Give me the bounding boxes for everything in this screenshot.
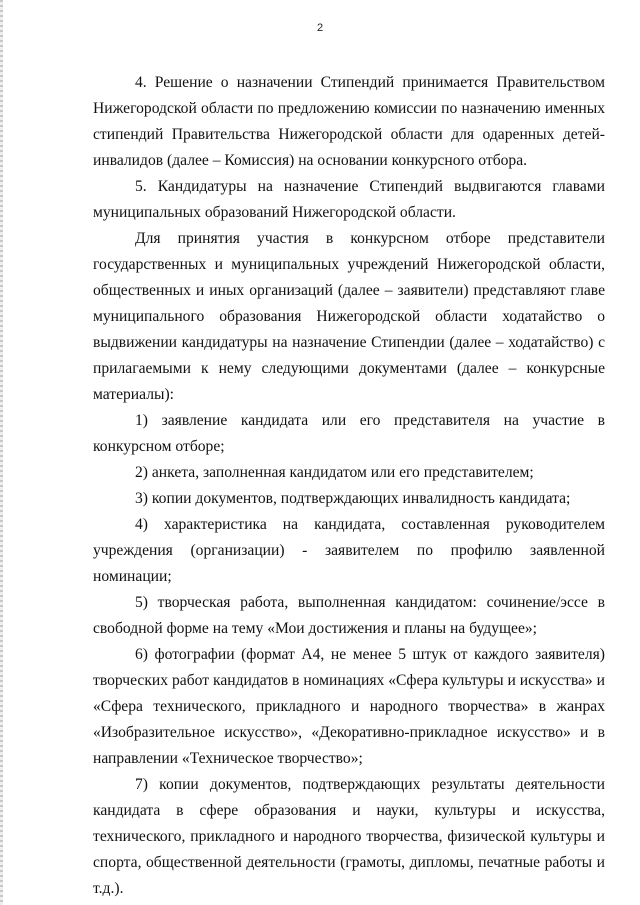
list-item-disability-docs: 3) копии документов, подтверждающих инвалидность кандидата; (135, 490, 571, 507)
page-number: 2 (316, 22, 324, 34)
list-item-questionnaire: 2) анкета, заполненная кандидатом или его представителем; (135, 464, 534, 481)
list-item-characteristic: 4) характеристика на кандидата, составленная руководителем учреждения (организации) - заявителем по профилю заявленной номинации; (93, 516, 605, 585)
document-body (93, 70, 605, 902)
paragraph-participation: Для принятия участия в конкурсном отборе представители государственных и муниципальных учреждений Нижегородской области, общественных и иных организаций (далее – заявители) представляют главе муниципального образования Нижегородской области ходатайство о выдвижении кандидатуры на назначение Стипендии (далее – ходатайство) с прилагаемыми к нему следующими документами (далее – конкурсные материалы): (93, 230, 605, 403)
paragraph-item-4-decision: 4. Решение о назначении Стипендий принимается Правительством Нижегородской области по предложению комиссии по назначению именных стипендий Правительства Нижегородской области для одаренных детей-инвалидов (далее – Комиссия) на основании конкурсного отбора. (93, 74, 605, 169)
paragraph-item-5-candidates: 5. Кандидатуры на назначение Стипендий выдвигаются главами муниципальных образований Нижегородской области. (93, 178, 605, 221)
list-item-application: 1) заявление кандидата или его представителя на участие в конкурсном отборе; (93, 412, 605, 455)
list-item-achievement-docs: 7) копии документов, подтверждающих результаты деятельности кандидата в сфере образования и науки, культуры и искусства, технического, прикладного и народного творчества, физической культуры и спорта, общественной деятельности (грамоты, дипломы, печатные работы и т.д.). (93, 776, 605, 897)
scan-edge-artifact (0, 0, 3, 905)
list-item-creative-work: 5) творческая работа, выполненная кандидатом: сочинение/эссе в свободной форме на тему «Мои достижения и планы на будущее»; (93, 594, 605, 637)
list-item-photos: 6) фотографии (формат А4, не менее 5 штук от каждого заявителя) творческих работ кандидатов в номинациях «Сфера культуры и искусства» и «Сфера технического, прикладного и народного творчества» в жанрах «Изобразительное искусство», «Декоративно-прикладное искусство» и в направлении «Техническое творчество»; (93, 646, 605, 767)
